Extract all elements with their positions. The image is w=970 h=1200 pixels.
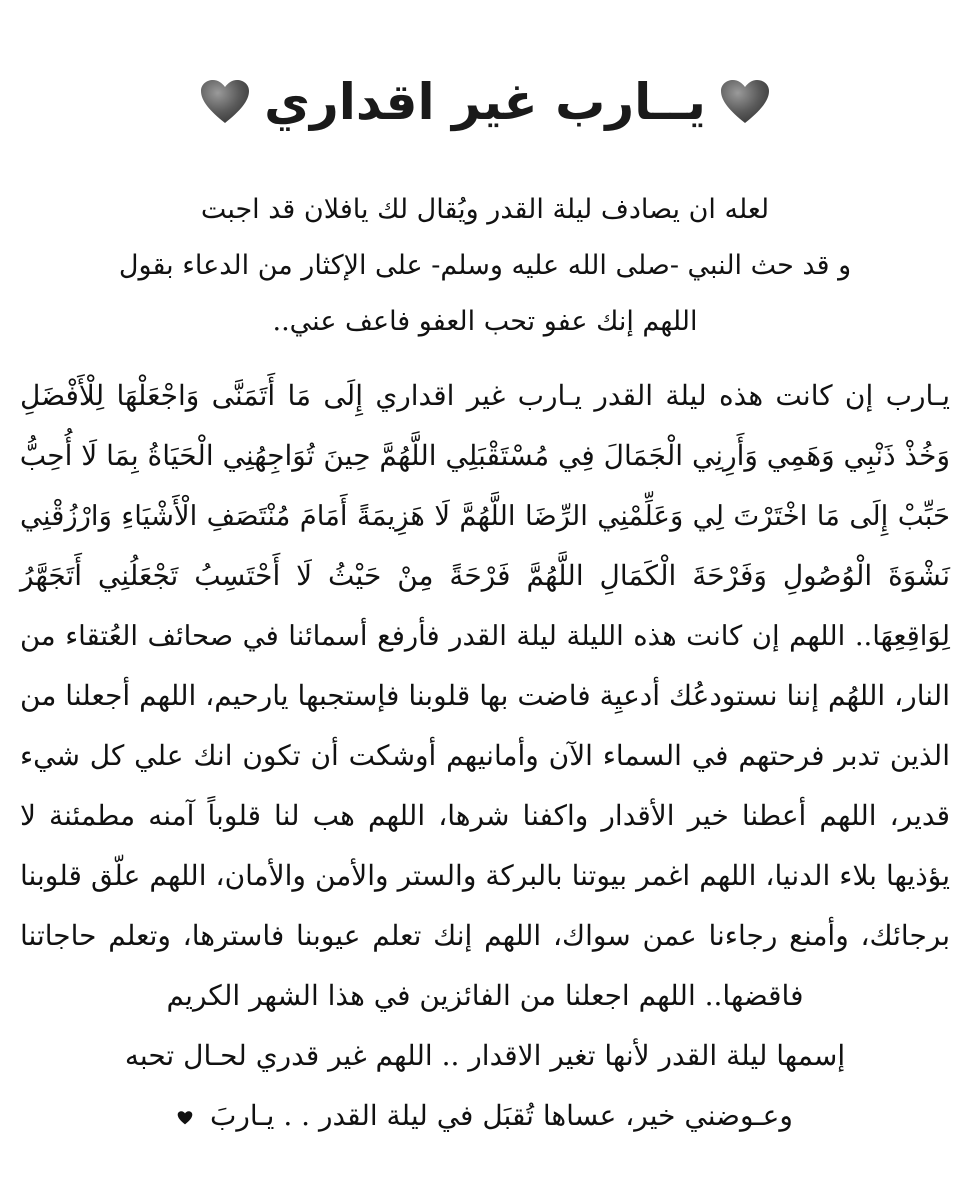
body-line: لِوَاقِعِهَا.. اللهم إن كانت هذه الليلة ليلة القدر فأرفع أسمائنا في صحائف العُتقاء من	[20, 620, 950, 652]
intro-line: اللهم إنك عفو تحب العفو فاعف عني..	[272, 306, 698, 337]
title-row	[0, 62, 970, 142]
small-heart-icon	[177, 1111, 193, 1125]
body-line: الذين تدبر فرحتهم في السماء الآن وأمانيهم أوشكت أن تكون انك علي كل شيء	[20, 739, 950, 772]
body-line: فاقضها.. اللهم اجعلنا من الفائزين في هذا الشهر الكريم	[166, 979, 804, 1012]
body-line: حَبِّبْ إِلَى مَا اخْتَرْتَ لِي وَعَلِّمْنِي الرِّضَا اللَّهُمَّ لَا هَزِيمَةً أَمَامَ مُنْتَصَفِ الْأَشْيَاءِ وَارْزُقْنِي	[20, 500, 950, 532]
body-line: يـارب إن كانت هذه ليلة القدر يـارب غير اقداري إِلَى مَا أَتَمَنَّى وَاجْعَلْهَا لِلْأَفْضَلِ	[20, 379, 950, 412]
body-line: إسمها ليلة القدر لأنها تغير الاقدار .. اللهم غير قدري لحـال تحبه	[124, 1039, 846, 1072]
intro-line: لعله ان يصادف ليلة القدر ويُقال لك يافلان قد اجبت	[200, 194, 770, 225]
closing-text: وعـوضني خير، عساها تُقبَل في ليلة القدر . . يـاربَ	[210, 1099, 793, 1132]
body-line: برجائك، وأمنع رجاءنا عمن سواك، اللهم إنك تعلم عيوبنا فاسترها، وتعلم حاجاتنا	[20, 919, 951, 952]
heart-icon	[720, 79, 770, 125]
prayer-body	[20, 366, 950, 1146]
body-line: قدير، اللهم أعطنا خير الأقدار واكفنا شرها، اللهم هب لنا قلوباً آمنه مطمئنة لا	[20, 799, 950, 832]
heart-icon	[200, 79, 250, 125]
body-line: وَخُذْ ذَنْبِي وَهَمِي وَأَرِنِي الْجَمَالَ فِي مُسْتَقْبَلِي اللَّهُمَّ حِينَ تُوَاجِهُنِي الْحَيَاةُ بِمَا لَا أُحِبُّ	[19, 439, 950, 472]
page-title: يــارب غير اقداري	[264, 73, 706, 131]
intro-block	[90, 182, 880, 350]
body-line: النار، اللهُم إننا نستودعُك أدعيِة فاضت بها قلوبنا فإستجبها يارحيم، اللهم أجعلنا من	[20, 679, 950, 712]
closing-line	[20, 1086, 950, 1146]
intro-line: و قد حث النبي -صلى الله عليه وسلم- على الإكثار من الدعاء بقول	[118, 250, 852, 281]
body-line: يؤذيها بلاء الدنيا، اللهم اغمر بيوتنا بالبركة والستر والأمن والأمان، اللهم علّق قلوبنا	[20, 859, 950, 892]
body-line: نَشْوَةَ الْوُصُولِ وَفَرْحَةَ الْكَمَالِ اللَّهُمَّ فَرْحَةً مِنْ حَيْثُ لَا أَحْتَسِبُ تَجْعَلُنِي أَتَجَهَّرُ	[20, 559, 950, 592]
